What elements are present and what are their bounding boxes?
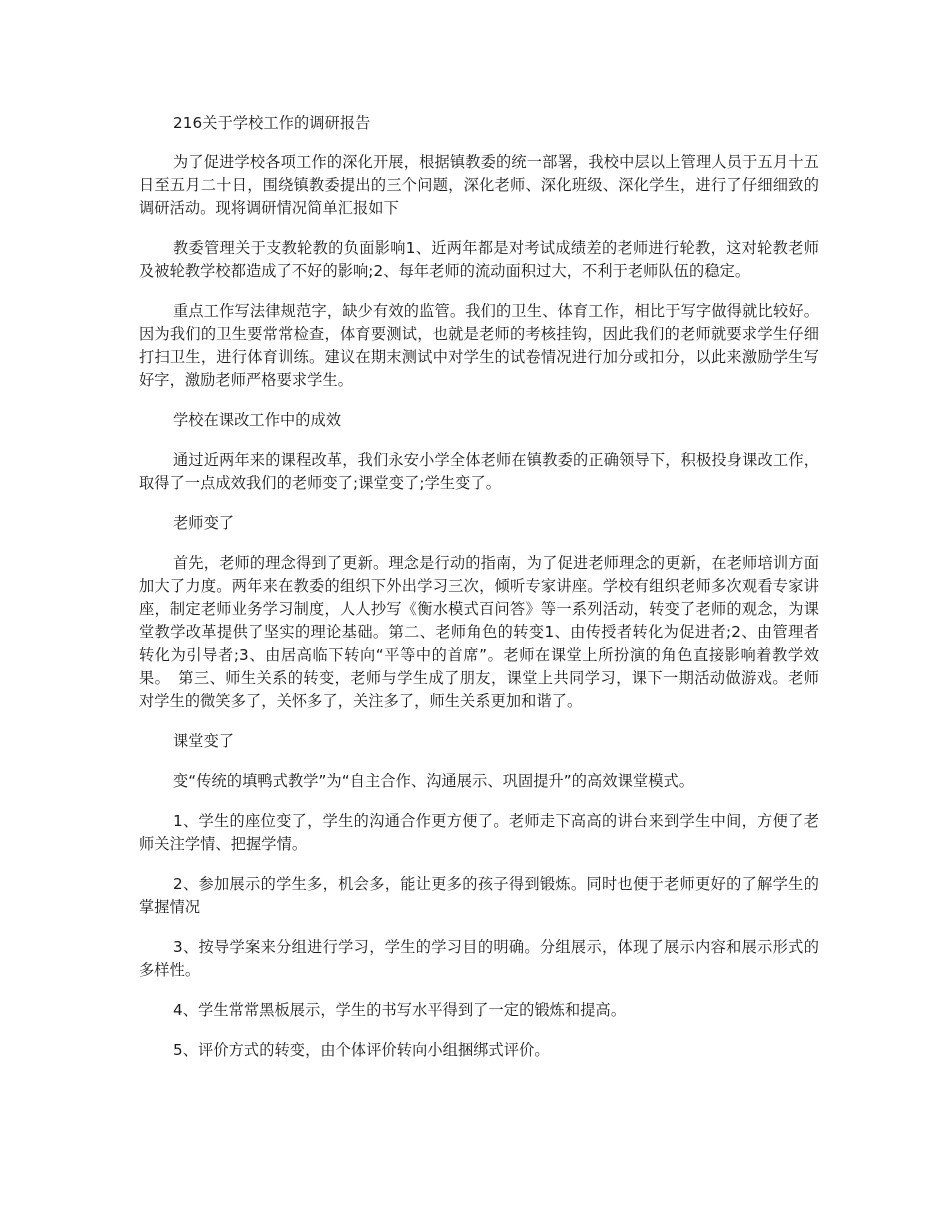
section-heading-teachers: 老师变了 bbox=[173, 514, 235, 532]
section-heading-classroom: 课堂变了 bbox=[173, 732, 235, 750]
document-body bbox=[139, 112, 819, 1079]
paragraph-teachers-changed: 首先，老师的理念得到了更新。理念是行动的指南，为了促进老师理念的更新，在老师培训方面加大了力度。两年来在教委的组织下外出学习三次，倾听专家讲座。学校有组织老师多次观看专家讲座，制定老师业务学习制度，人人抄写《衡水模式百问答》等一系列活动，转变了老师的观念，为课堂教学改革提供了坚实的理论基础。第二、老师角色的转变1、由传授者转化为促进者;2、由管理者转化为引导者;3、由居高临下转向“平等中的首席”。老师在课堂上所扮演的角色直接影响着教学效果。 第三、师生关系的转变，老师与学生成了朋友，课堂上共同学习，课下一期活动做游戏。老师对学生的微笑多了，关怀多了，关注多了，师生关系更加和谐了。 bbox=[139, 554, 819, 710]
section-heading-achievements: 学校在课改工作中的成效 bbox=[173, 411, 342, 429]
paragraph-handwriting: 重点工作写法律规范字，缺少有效的监管。我们的卫生、体育工作，相比于写字做得就比较好。因为我们的卫生要常常检查，体育要测试，也就是老师的考核挂钩，因此我们的老师就要求学生仔细打扫卫生，进行体育训练。建议在期末测试中对学生的试卷情况进行加分或扣分，以此来激励学生写好字，激励老师严格要求学生。 bbox=[139, 302, 819, 389]
list-item-evaluation: 5、评价方式的转变，由个体评价转向小组捆绑式评价。 bbox=[173, 1041, 550, 1059]
list-item-presentation: 2、参加展示的学生多，机会多，能让更多的孩子得到锻炼。同时也便于老师更好的了解学生的掌握情况 bbox=[139, 875, 819, 916]
list-item-group-study: 3、按导学案来分组进行学习，学生的学习目的明确。分组展示，体现了展示内容和展示形式的多样性。 bbox=[139, 938, 819, 979]
list-item-seating: 1、学生的座位变了，学生的沟通合作更方便了。老师走下高高的讲台来到学生中间，方便了老师关注学情、把握学情。 bbox=[139, 812, 819, 853]
document-title: 216关于学校工作的调研报告 bbox=[173, 114, 371, 132]
paragraph-rotation-impact: 教委管理关于支教轮教的负面影响1、近两年都是对考试成绩差的老师进行轮教，这对轮教老师及被轮教学校都造成了不好的影响;2、每年老师的流动面积过大，不利于老师队伍的稳定。 bbox=[139, 239, 819, 280]
list-item-blackboard: 4、学生常常黑板展示，学生的书写水平得到了一定的锻炼和提高。 bbox=[173, 1001, 627, 1019]
paragraph-reform-overview: 通过近两年来的课程改革，我们永安小学全体老师在镇教委的正确领导下，积极投身课改工作，取得了一点成效我们的老师变了;课堂变了;学生变了。 bbox=[139, 451, 819, 492]
paragraph-intro: 为了促进学校各项工作的深化开展，根据镇教委的统一部署，我校中层以上管理人员于五月十五日至五月二十日，围绕镇教委提出的三个问题，深化老师、深化班级、深化学生，进行了仔细细致的调研活动。现将调研情况简单汇报如下 bbox=[139, 153, 819, 217]
paragraph-classroom-model: 变“传统的填鸭式教学”为“自主合作、沟通展示、巩固提升”的高效课堂模式。 bbox=[173, 772, 695, 790]
